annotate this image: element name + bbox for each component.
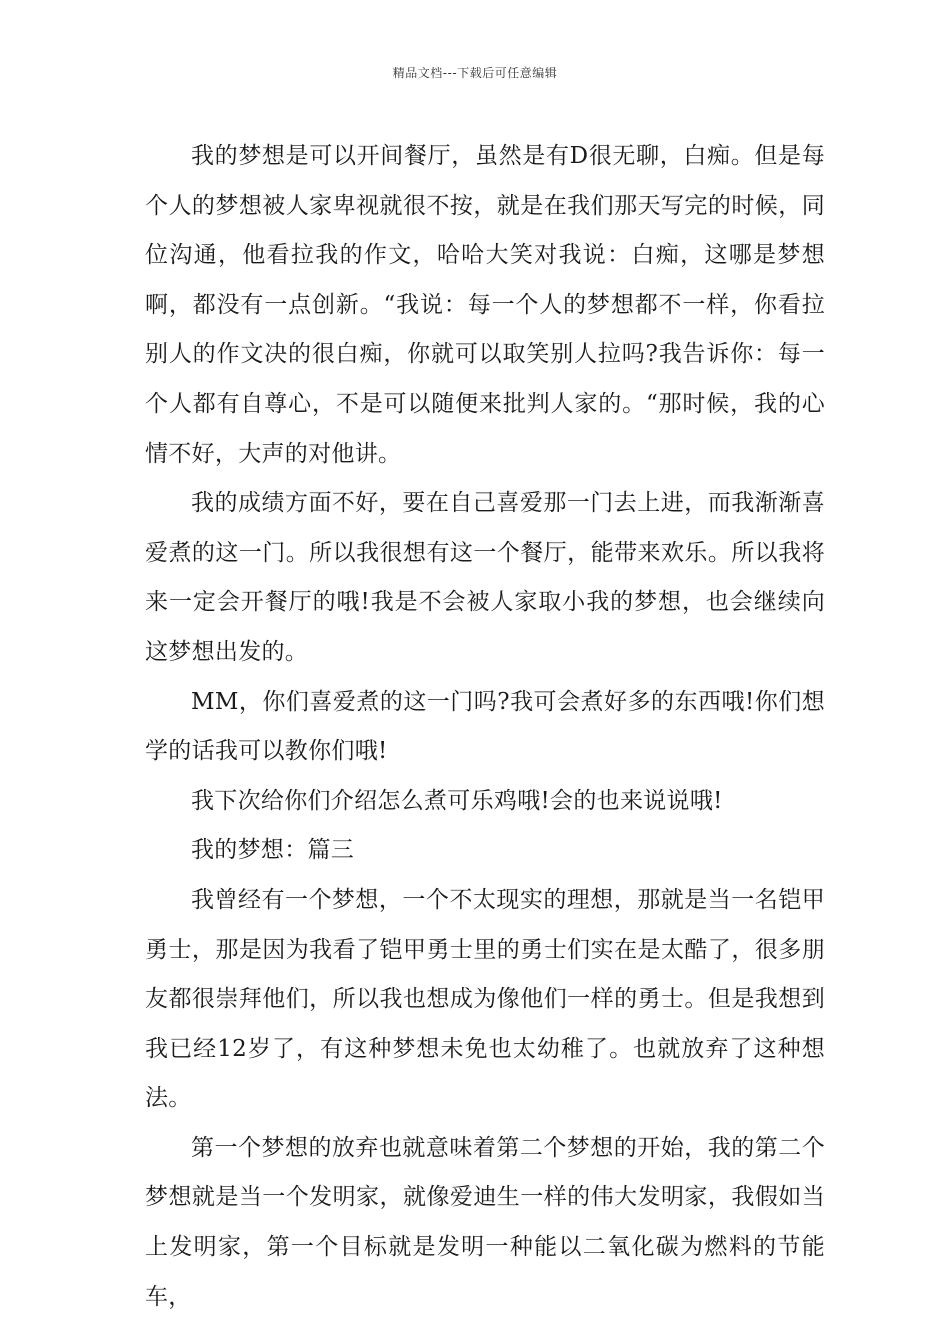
- section-heading: 我的梦想：篇三: [191, 837, 355, 864]
- paragraph: 我的成绩方面不好，要在自己喜爱那一门去上进，而我渐渐喜爱煮的这一门。所以我很想有这一个餐厅，能带来欢乐。所以我将来一定会开餐厅的哦!我是不会被人家取小我的梦想，也会继续向这梦想出发的。: [145, 490, 825, 665]
- paragraph: 我曾经有一个梦想，一个不太现实的理想，那就是当一名铠甲勇士，那是因为我看了铠甲勇士里的勇士们实在是太酷了，很多朋友都很崇拜他们，所以我也想成为像他们一样的勇士。但是我想到我已经12岁了，有这种梦想未免也太幼稚了。也就放弃了这种想法。: [145, 886, 825, 1112]
- paragraph: 第一个梦想的放弃也就意味着第二个梦想的开始，我的第二个梦想就是当一个发明家，就像爱迪生一样的伟大发明家，我假如当上发明家，第一个目标就是发明一种能以二氧化碳为燃料的节能车，: [145, 1134, 825, 1310]
- paragraph: 我下次给你们介绍怎么煮可乐鸡哦!会的也来说说哦!: [191, 787, 723, 814]
- paragraph: 我的梦想是可以开间餐厅，虽然是有D很无聊，白痴。但是每个人的梦想被人家卑视就很不按，就是在我们那天写完的时候，同位沟通，他看拉我的作文，哈哈大笑对我说：白痴，这哪是梦想啊，都没有一点创新。“我说：每一个人的梦想都不一样，你看拉别人的作文决的很白痴，你就可以取笑别人拉吗?我告诉你：每一个人都有自尊心，不是可以随便来批判人家的。“那时候，我的心情不好，大声的对他讲。: [145, 143, 825, 467]
- document-body: [145, 132, 825, 1322]
- paragraph: MM，你们喜爱煮的这一门吗?我可会煮好多的东西哦!你们想学的话我可以教你们哦!: [145, 688, 825, 765]
- page-header: 精品文档---下载后可任意编辑: [392, 66, 558, 80]
